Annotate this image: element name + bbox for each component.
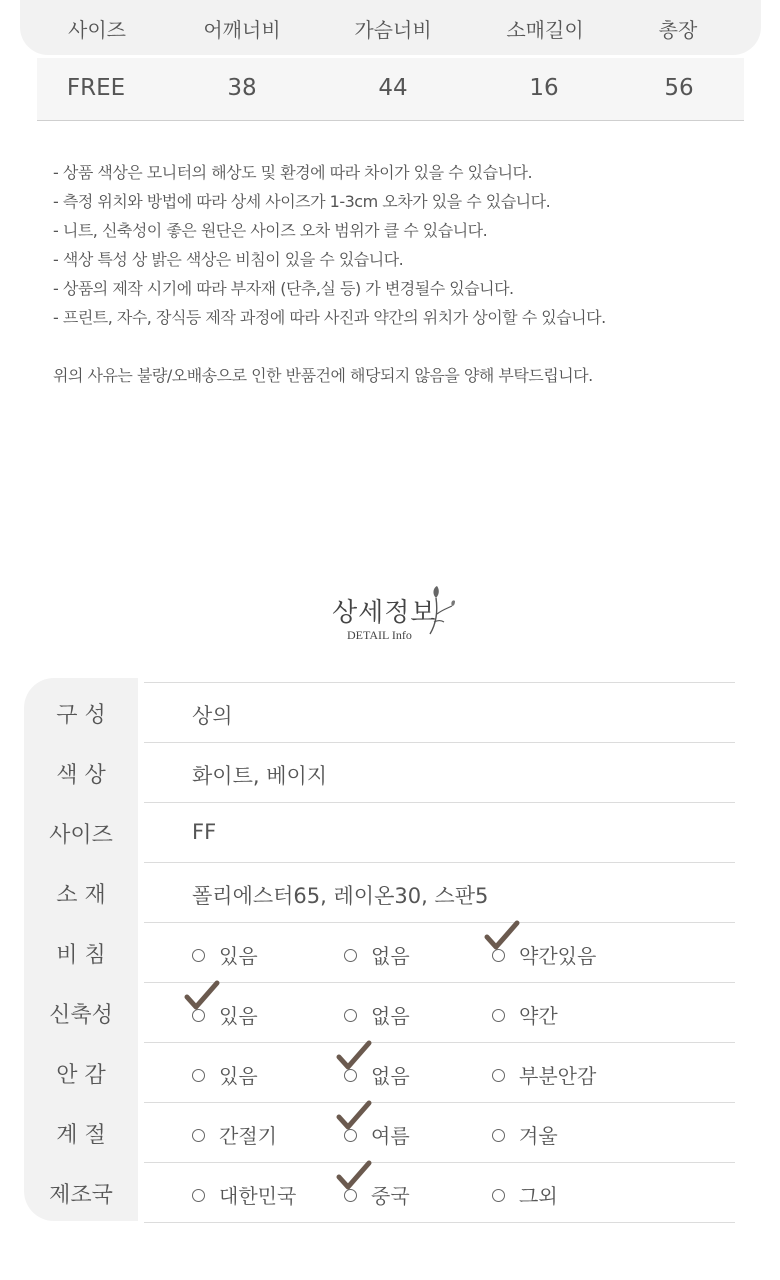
detail-value: 폴리에스터65, 레이온30, 스판5: [192, 884, 489, 908]
detail-row: [144, 1043, 735, 1103]
detail-value: 화이트, 베이지: [192, 764, 328, 788]
detail-option: [192, 1060, 258, 1089]
detail-row: [144, 863, 735, 923]
notice-line: 위의 사유는 불량/오배송으로 인한 반품건에 해당되지 않음을 양해 부탁드립니다.: [53, 366, 593, 385]
detail-option-label: 약간있음: [519, 944, 597, 968]
radio-circle-icon: [192, 1189, 205, 1202]
detail-row: [144, 683, 735, 743]
note-line: - 상품 색상은 모니터의 해상도 및 환경에 따라 차이가 있을 수 있습니다.: [53, 163, 533, 182]
detail-option: [492, 1000, 558, 1029]
detail-option-label: 대한민국: [219, 1184, 297, 1208]
detail-option: [192, 940, 258, 969]
detail-label: 구 성: [56, 703, 106, 728]
detail-value: 상의: [192, 704, 233, 728]
radio-circle-icon: [344, 1009, 357, 1022]
detail-option-label: 중국: [371, 1184, 410, 1208]
detail-option: [192, 1180, 296, 1209]
size-table-row: [37, 58, 744, 121]
size-header-shoulder: 어깨너비: [203, 18, 281, 42]
detail-option-label: 있음: [219, 1004, 258, 1028]
detail-title: 상세정보: [332, 598, 437, 628]
detail-option-label: 부분안감: [519, 1064, 597, 1088]
size-header-chest: 가슴너비: [354, 18, 432, 42]
size-header-size: 사이즈: [68, 18, 126, 42]
radio-circle-icon: [492, 1069, 505, 1082]
detail-option: [344, 1060, 410, 1089]
size-header-sleeve: 소매길이: [506, 18, 584, 42]
detail-option-label: 그외: [519, 1184, 558, 1208]
note-line: - 상품의 제작 시기에 따라 부자재 (단추,실 등) 가 변경될수 있습니다.: [53, 279, 514, 298]
detail-option-label: 겨울: [519, 1124, 558, 1148]
detail-row: [144, 923, 735, 983]
detail-row: [144, 743, 735, 803]
detail-option: [344, 1180, 410, 1209]
detail-label: 사이즈: [49, 823, 113, 848]
note-line: - 측정 위치와 방법에 따라 상세 사이즈가 1-3cm 오차가 있을 수 있습니다.: [53, 192, 551, 211]
size-notes: [53, 158, 606, 390]
leaf-sprig-icon: [424, 584, 456, 636]
radio-circle-icon: [192, 1129, 205, 1142]
detail-option-label: 있음: [219, 1064, 258, 1088]
detail-option-label: 약간: [519, 1004, 558, 1028]
detail-option: [344, 1000, 410, 1029]
note-line: - 니트, 신축성이 좋은 원단은 사이즈 오차 범위가 클 수 있습니다.: [53, 221, 488, 240]
detail-row: [144, 1163, 735, 1223]
detail-label: 제조국: [49, 1183, 113, 1208]
detail-option: [192, 1120, 277, 1149]
size-cell-chest: 44: [378, 75, 408, 101]
detail-option: [492, 1180, 558, 1209]
detail-label: 비 침: [56, 943, 106, 968]
size-table-header: [20, 0, 761, 55]
detail-label: 안 감: [56, 1063, 106, 1088]
detail-option: [492, 1060, 596, 1089]
detail-value: FF: [192, 820, 217, 844]
size-cell-size: FREE: [66, 75, 126, 101]
detail-option-label: 있음: [219, 944, 258, 968]
detail-option: [344, 1120, 410, 1149]
detail-option-label: 간절기: [219, 1124, 277, 1148]
detail-label: 계 절: [56, 1123, 106, 1148]
detail-label: 소 재: [56, 883, 106, 908]
radio-circle-icon: [492, 1129, 505, 1142]
detail-option-label: 없음: [371, 944, 410, 968]
detail-option-label: 없음: [371, 1064, 410, 1088]
size-cell-length: 56: [664, 75, 694, 101]
detail-label: 색 상: [56, 763, 106, 788]
radio-circle-icon: [492, 1009, 505, 1022]
radio-circle-icon: [192, 1069, 205, 1082]
detail-option: [492, 1120, 558, 1149]
note-line: - 프린트, 자수, 장식등 제작 과정에 따라 사진과 약간의 위치가 상이할 수 있습니다.: [53, 308, 606, 327]
detail-heading: [0, 582, 780, 652]
detail-subtitle: DETAIL Info: [347, 628, 412, 642]
detail-option-label: 여름: [371, 1124, 410, 1148]
detail-table: [144, 682, 735, 1223]
size-cell-sleeve: 16: [529, 75, 559, 101]
size-cell-shoulder: 38: [227, 75, 257, 101]
detail-row: [144, 803, 735, 863]
detail-label: 신축성: [49, 1003, 113, 1028]
radio-circle-icon: [492, 1189, 505, 1202]
detail-option-label: 없음: [371, 1004, 410, 1028]
radio-circle-icon: [344, 949, 357, 962]
detail-option: [344, 940, 410, 969]
radio-circle-icon: [192, 949, 205, 962]
detail-option: [192, 1000, 258, 1029]
detail-option: [492, 940, 596, 969]
detail-row: [144, 1103, 735, 1163]
note-line: - 색상 특성 상 밝은 색상은 비침이 있을 수 있습니다.: [53, 250, 404, 269]
size-header-length: 총장: [658, 18, 698, 42]
detail-row: [144, 983, 735, 1043]
